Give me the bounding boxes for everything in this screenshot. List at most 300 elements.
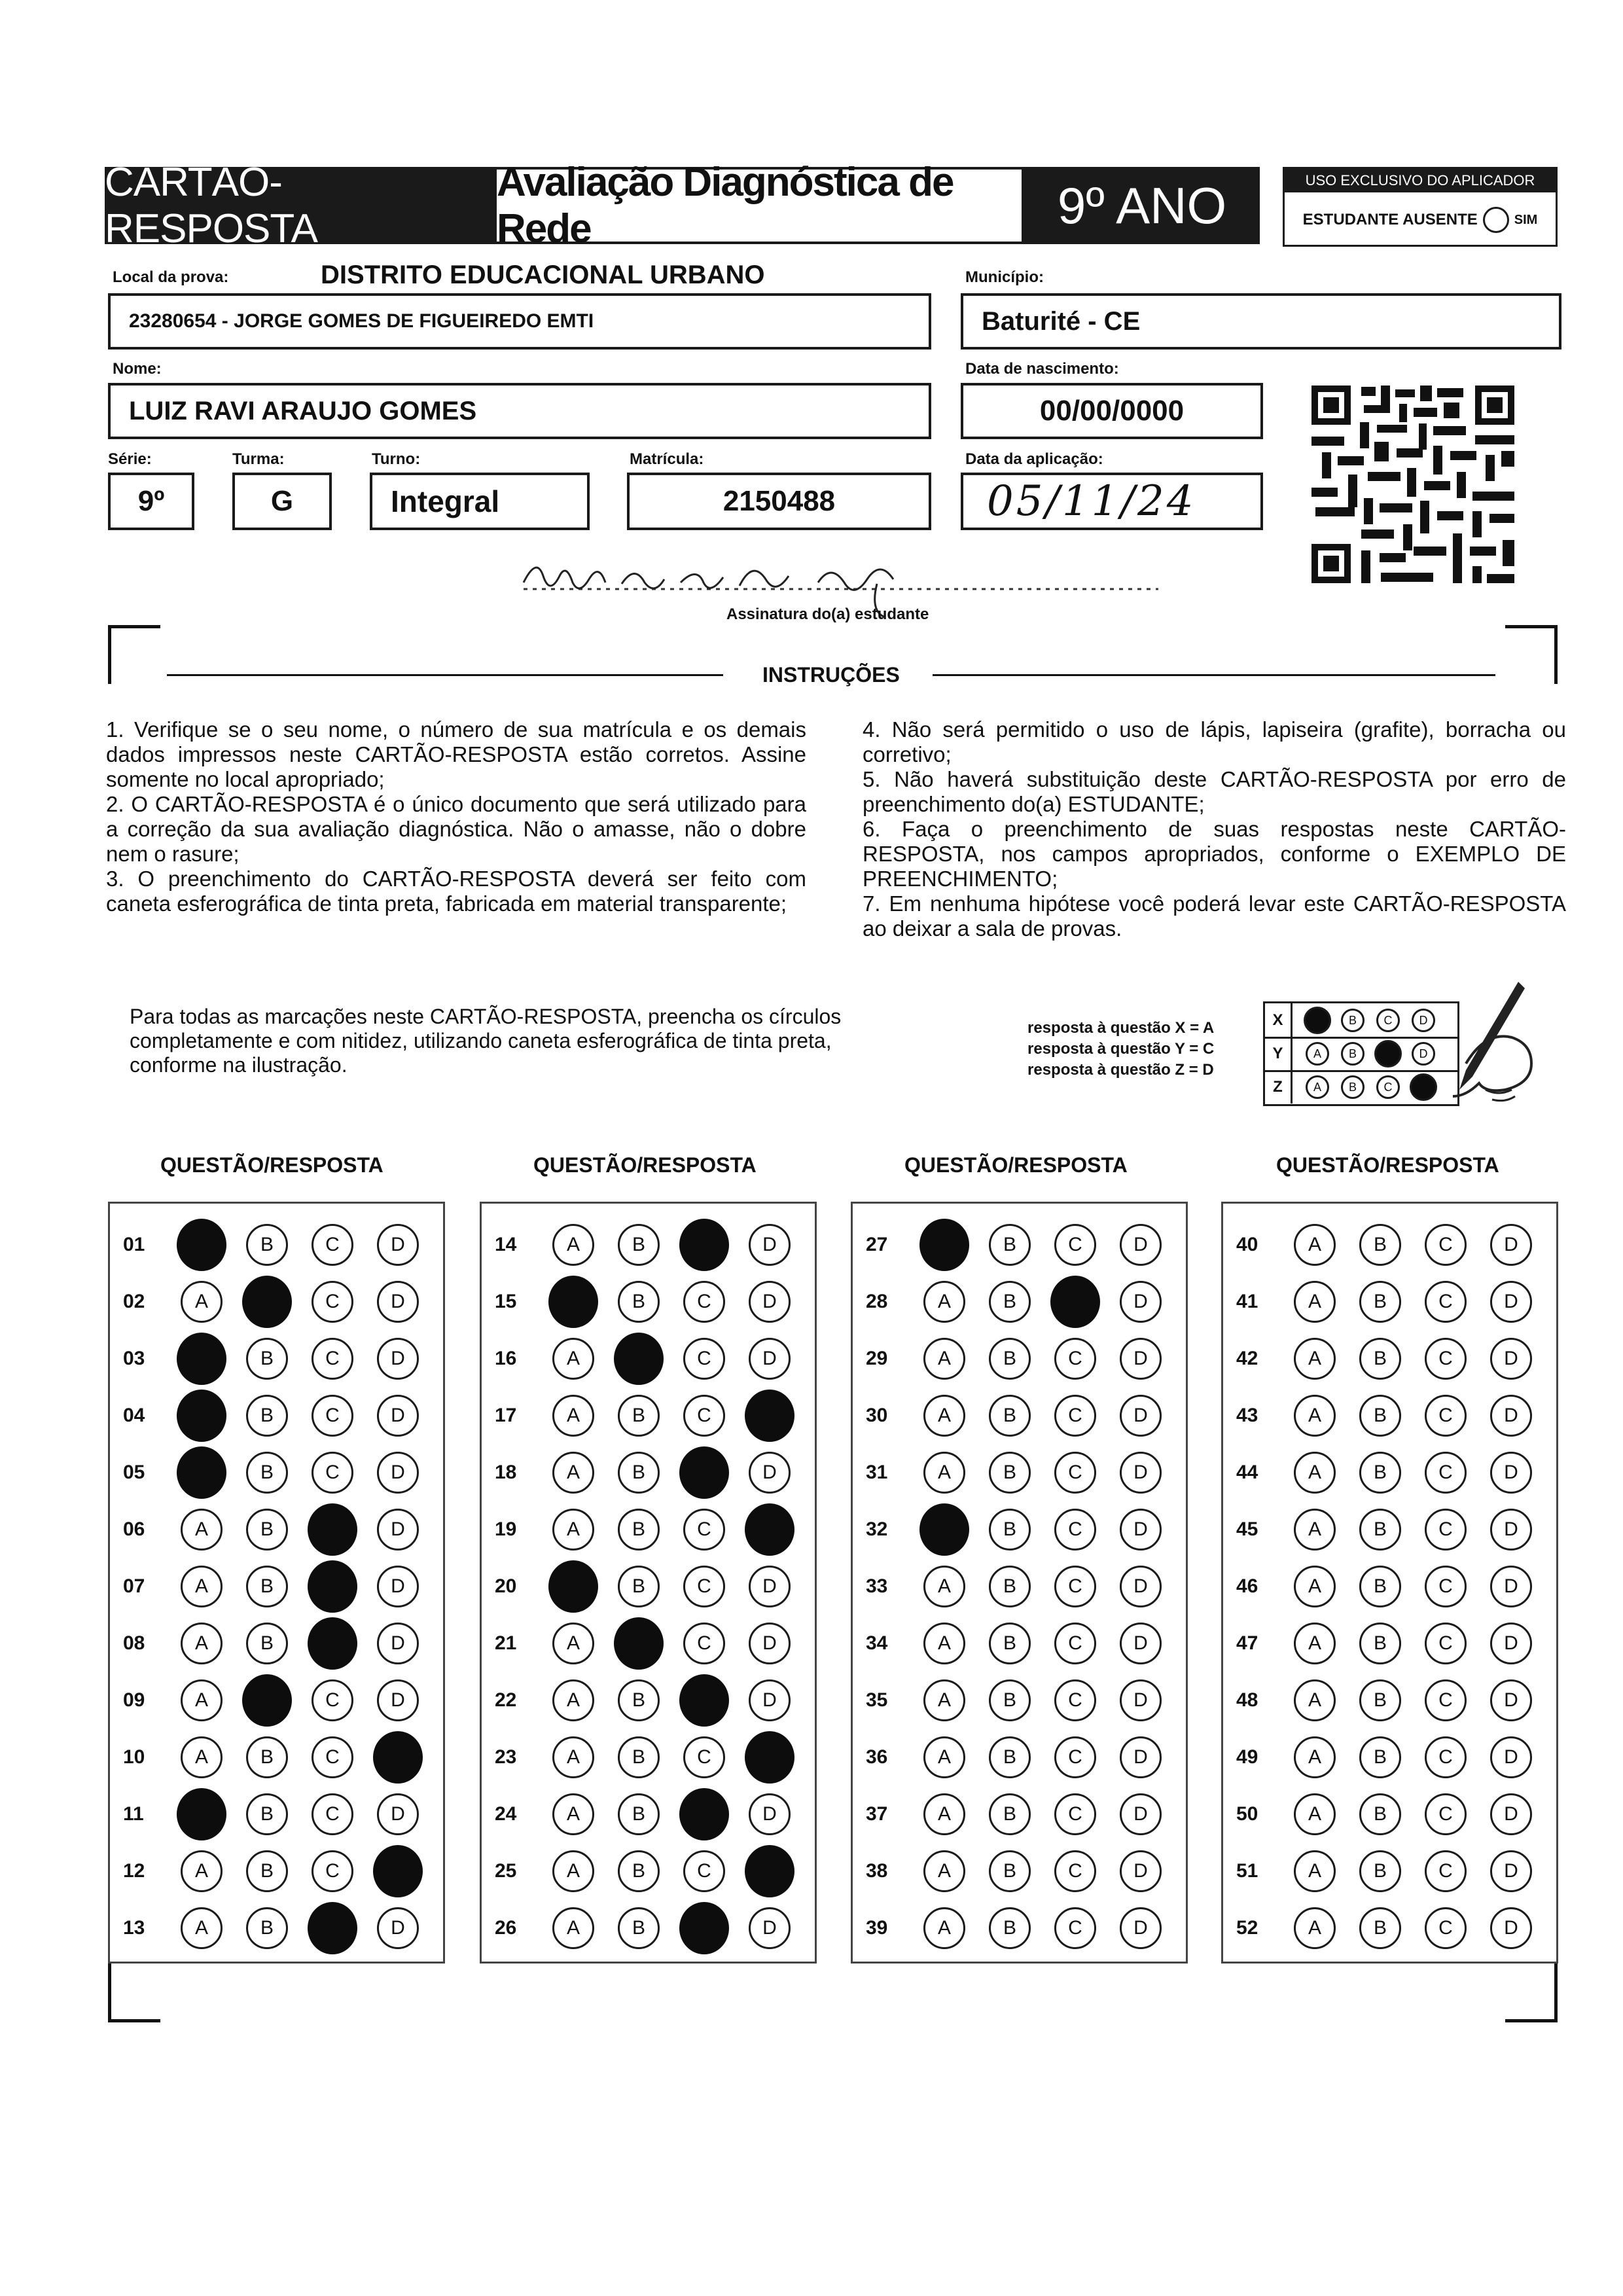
answer-bubble-20-d[interactable]: D xyxy=(749,1566,791,1607)
question-number: 46 xyxy=(1236,1575,1258,1597)
answer-bubble-34-c[interactable]: C xyxy=(1054,1623,1096,1664)
legend-z: resposta à questão Z = D xyxy=(1027,1061,1214,1079)
answer-bubble-04-a[interactable] xyxy=(177,1390,226,1442)
answer-bubble-28-b[interactable]: B xyxy=(989,1281,1031,1323)
answer-bubble-25-c[interactable]: C xyxy=(683,1850,725,1892)
answer-bubble-19-b[interactable]: B xyxy=(618,1509,660,1551)
answer-bubble-24-a[interactable]: A xyxy=(552,1793,594,1835)
answer-bubble-51-d[interactable]: D xyxy=(1490,1850,1532,1892)
aplicador-box xyxy=(1283,167,1558,247)
answer-bubble-23-c[interactable]: C xyxy=(683,1736,725,1778)
answer-bubble-42-c[interactable]: C xyxy=(1425,1338,1467,1380)
serie-field: 9º xyxy=(108,473,194,530)
absent-row xyxy=(1285,194,1556,246)
answer-bubble-47-a[interactable]: A xyxy=(1294,1623,1336,1664)
question-number: 23 xyxy=(495,1746,517,1768)
question-number: 08 xyxy=(123,1632,145,1654)
answer-bubble-49-b[interactable]: B xyxy=(1359,1736,1401,1778)
answer-bubble-24-c[interactable] xyxy=(679,1788,729,1840)
answer-bubble-08-c[interactable] xyxy=(308,1617,357,1670)
answer-bubble-19-a[interactable]: A xyxy=(552,1509,594,1551)
example-bubble-x-c: C xyxy=(1376,1009,1400,1032)
answer-bubble-40-d[interactable]: D xyxy=(1490,1224,1532,1266)
answer-panel-4 xyxy=(1221,1202,1558,1964)
answer-bubble-28-d[interactable]: D xyxy=(1120,1281,1162,1323)
signature-handwritten xyxy=(510,563,1165,602)
corner-mark-top-right xyxy=(1505,625,1558,684)
local-label: Local da prova: xyxy=(113,268,229,286)
answer-bubble-46-c[interactable]: C xyxy=(1425,1566,1467,1607)
answer-bubble-32-b[interactable]: B xyxy=(989,1509,1031,1551)
question-number: 31 xyxy=(866,1462,888,1483)
answer-bubble-03-d[interactable]: D xyxy=(377,1338,419,1380)
answer-bubble-32-a[interactable] xyxy=(919,1503,969,1556)
answer-bubble-45-a[interactable]: A xyxy=(1294,1509,1336,1551)
answer-bubble-10-d[interactable] xyxy=(373,1731,423,1784)
answer-bubble-31-a[interactable]: A xyxy=(923,1452,965,1494)
answer-bubble-48-d[interactable]: D xyxy=(1490,1679,1532,1721)
answer-bubble-26-d[interactable]: D xyxy=(749,1907,791,1949)
instruction-item: 1. Verifique se o seu nome, o número de sua matrícula e os demais dados impressos neste CARTÃO-RESPOSTA estão corretos. Assine somente no local apropriado; xyxy=(106,717,806,791)
question-number: 20 xyxy=(495,1575,517,1597)
turma-label: Turma: xyxy=(232,450,285,468)
question-number: 05 xyxy=(123,1462,145,1483)
answer-bubble-27-a[interactable] xyxy=(919,1219,969,1271)
question-number: 29 xyxy=(866,1348,888,1369)
answer-bubble-30-d[interactable]: D xyxy=(1120,1395,1162,1437)
question-number: 01 xyxy=(123,1234,145,1255)
answer-bubble-38-b[interactable]: B xyxy=(989,1850,1031,1892)
answer-bubble-04-c[interactable]: C xyxy=(312,1395,353,1437)
turno-field: Integral xyxy=(370,473,590,530)
example-bubble-y-c xyxy=(1374,1040,1402,1067)
answer-bubble-17-b[interactable]: B xyxy=(618,1395,660,1437)
answer-bubble-47-d[interactable]: D xyxy=(1490,1623,1532,1664)
answer-bubble-22-d[interactable]: D xyxy=(749,1679,791,1721)
answer-bubble-18-c[interactable] xyxy=(679,1446,729,1499)
question-number: 28 xyxy=(866,1291,888,1312)
answer-bubble-45-d[interactable]: D xyxy=(1490,1509,1532,1551)
answer-bubble-29-a[interactable]: A xyxy=(923,1338,965,1380)
answer-bubble-07-d[interactable]: D xyxy=(377,1566,419,1607)
answer-bubble-43-a[interactable]: A xyxy=(1294,1395,1336,1437)
answer-bubble-06-c[interactable] xyxy=(308,1503,357,1556)
nome-field: LUIZ RAVI ARAUJO GOMES xyxy=(108,383,931,439)
answer-bubble-08-b[interactable]: B xyxy=(246,1623,288,1664)
qr-code xyxy=(1309,383,1517,586)
answer-bubble-17-a[interactable]: A xyxy=(552,1395,594,1437)
answer-bubble-31-d[interactable]: D xyxy=(1120,1452,1162,1494)
answer-bubble-05-a[interactable] xyxy=(177,1446,226,1499)
aplicacao-field[interactable] xyxy=(961,473,1263,530)
answer-bubble-12-c[interactable]: C xyxy=(312,1850,353,1892)
example-legend xyxy=(1027,1018,1214,1081)
example-bubble-z-a: A xyxy=(1306,1075,1329,1099)
nascimento-field: 00/00/0000 xyxy=(961,383,1263,439)
example-bubble-x-b: B xyxy=(1341,1009,1364,1032)
answer-bubble-11-c[interactable]: C xyxy=(312,1793,353,1835)
answer-bubble-10-a[interactable]: A xyxy=(181,1736,223,1778)
answer-bubble-22-a[interactable]: A xyxy=(552,1679,594,1721)
answer-bubble-47-c[interactable]: C xyxy=(1425,1623,1467,1664)
answer-bubble-16-a[interactable]: A xyxy=(552,1338,594,1380)
answer-bubble-37-c[interactable]: C xyxy=(1054,1793,1096,1835)
answer-bubble-02-c[interactable]: C xyxy=(312,1281,353,1323)
answer-bubble-32-c[interactable]: C xyxy=(1054,1509,1096,1551)
answer-bubble-09-c[interactable]: C xyxy=(312,1679,353,1721)
answer-bubble-34-b[interactable]: B xyxy=(989,1623,1031,1664)
question-number: 11 xyxy=(123,1803,144,1825)
answer-bubble-07-a[interactable]: A xyxy=(181,1566,223,1607)
answer-bubble-23-d[interactable] xyxy=(745,1731,794,1784)
answer-bubble-50-b[interactable]: B xyxy=(1359,1793,1401,1835)
question-number: 44 xyxy=(1236,1462,1258,1483)
answer-bubble-33-b[interactable]: B xyxy=(989,1566,1031,1607)
answer-bubble-30-c[interactable]: C xyxy=(1054,1395,1096,1437)
absent-label: ESTUDANTE AUSENTE xyxy=(1302,211,1478,228)
answer-bubble-19-c[interactable]: C xyxy=(683,1509,725,1551)
answer-bubble-09-d[interactable]: D xyxy=(377,1679,419,1721)
answer-bubble-49-c[interactable]: C xyxy=(1425,1736,1467,1778)
aplicacao-label: Data da aplicação: xyxy=(965,450,1103,468)
question-number: 40 xyxy=(1236,1234,1258,1255)
answer-bubble-11-a[interactable] xyxy=(177,1788,226,1840)
answer-bubble-21-d[interactable]: D xyxy=(749,1623,791,1664)
instruction-item: 3. O preenchimento do CARTÃO-RESPOSTA deverá ser feito com caneta esferográfica de tinta preta, fabricada em material transparente; xyxy=(106,867,806,916)
question-number: 18 xyxy=(495,1462,517,1483)
answer-bubble-27-d[interactable]: D xyxy=(1120,1224,1162,1266)
example-grid xyxy=(1263,1001,1459,1106)
answer-bubble-43-b[interactable]: B xyxy=(1359,1395,1401,1437)
answer-bubble-36-b[interactable]: B xyxy=(989,1736,1031,1778)
answer-bubble-37-a[interactable]: A xyxy=(923,1793,965,1835)
answer-bubble-16-c[interactable]: C xyxy=(683,1338,725,1380)
answer-bubble-07-c[interactable] xyxy=(308,1560,357,1613)
answer-bubble-39-a[interactable]: A xyxy=(923,1907,965,1949)
question-number: 10 xyxy=(123,1746,145,1768)
answer-bubble-15-c[interactable]: C xyxy=(683,1281,725,1323)
answer-panel-1 xyxy=(108,1202,445,1964)
answer-bubble-49-d[interactable]: D xyxy=(1490,1736,1532,1778)
answer-bubble-32-d[interactable]: D xyxy=(1120,1509,1162,1551)
answer-bubble-38-a[interactable]: A xyxy=(923,1850,965,1892)
answer-bubble-37-d[interactable]: D xyxy=(1120,1793,1162,1835)
answer-bubble-02-a[interactable]: A xyxy=(181,1281,223,1323)
question-number: 39 xyxy=(866,1917,888,1939)
answer-bubble-44-c[interactable]: C xyxy=(1425,1452,1467,1494)
answer-bubble-10-b[interactable]: B xyxy=(246,1736,288,1778)
instruction-item: 5. Não haverá substituição deste CARTÃO-RESPOSTA por erro de preenchimento do(a) ESTUDANTE; xyxy=(863,767,1566,816)
answer-bubble-13-c[interactable] xyxy=(308,1902,357,1954)
answer-bubble-11-d[interactable]: D xyxy=(377,1793,419,1835)
example-row-label: Y xyxy=(1265,1037,1293,1070)
answer-bubble-29-d[interactable]: D xyxy=(1120,1338,1162,1380)
answer-bubble-09-a[interactable]: A xyxy=(181,1679,223,1721)
answer-bubble-07-b[interactable]: B xyxy=(246,1566,288,1607)
question-number: 03 xyxy=(123,1348,145,1369)
answer-bubble-49-a[interactable]: A xyxy=(1294,1736,1336,1778)
answer-bubble-29-c[interactable]: C xyxy=(1054,1338,1096,1380)
answer-bubble-25-a[interactable]: A xyxy=(552,1850,594,1892)
answer-bubble-06-b[interactable]: B xyxy=(246,1509,288,1551)
question-number: 38 xyxy=(866,1860,888,1882)
grade-title: 9º ANO xyxy=(1024,167,1260,244)
answer-bubble-44-d[interactable]: D xyxy=(1490,1452,1532,1494)
answer-bubble-52-d[interactable]: D xyxy=(1490,1907,1532,1949)
answer-bubble-13-d[interactable]: D xyxy=(377,1907,419,1949)
answer-bubble-12-b[interactable]: B xyxy=(246,1850,288,1892)
answer-bubble-06-a[interactable]: A xyxy=(181,1509,223,1551)
answer-bubble-41-a[interactable]: A xyxy=(1294,1281,1336,1323)
answer-bubble-52-b[interactable]: B xyxy=(1359,1907,1401,1949)
answer-bubble-35-c[interactable]: C xyxy=(1054,1679,1096,1721)
answer-bubble-04-d[interactable]: D xyxy=(377,1395,419,1437)
answer-bubble-27-c[interactable]: C xyxy=(1054,1224,1096,1266)
answer-bubble-52-c[interactable]: C xyxy=(1425,1907,1467,1949)
question-number: 43 xyxy=(1236,1405,1258,1426)
answer-bubble-33-d[interactable]: D xyxy=(1120,1566,1162,1607)
example-bubble-z-c: C xyxy=(1376,1075,1400,1099)
answer-bubble-13-a[interactable]: A xyxy=(181,1907,223,1949)
answer-bubble-24-d[interactable]: D xyxy=(749,1793,791,1835)
question-number: 21 xyxy=(495,1632,517,1654)
example-bubble-z-b: B xyxy=(1341,1075,1364,1099)
municipio-field: Baturité - CE xyxy=(961,293,1561,350)
instruction-item: 4. Não será permitido o uso de lápis, lapiseira (grafite), borracha ou corretivo; xyxy=(863,717,1566,766)
question-number: 52 xyxy=(1236,1917,1258,1939)
question-number: 33 xyxy=(866,1575,888,1597)
answer-bubble-50-d[interactable]: D xyxy=(1490,1793,1532,1835)
example-row-label: X xyxy=(1265,1003,1293,1037)
answer-bubble-46-b[interactable]: B xyxy=(1359,1566,1401,1607)
answer-bubble-35-a[interactable]: A xyxy=(923,1679,965,1721)
answer-bubble-20-b[interactable]: B xyxy=(618,1566,660,1607)
answer-bubble-35-b[interactable]: B xyxy=(989,1679,1031,1721)
divider-right xyxy=(933,674,1495,676)
answer-bubble-08-a[interactable]: A xyxy=(181,1623,223,1664)
corner-mark-top-left xyxy=(108,625,160,684)
question-number: 34 xyxy=(866,1632,888,1654)
answer-bubble-40-c[interactable]: C xyxy=(1425,1224,1467,1266)
answer-bubble-08-d[interactable]: D xyxy=(377,1623,419,1664)
answer-bubble-04-b[interactable]: B xyxy=(246,1395,288,1437)
answer-bubble-23-a[interactable]: A xyxy=(552,1736,594,1778)
answer-bubble-05-c[interactable]: C xyxy=(312,1452,353,1494)
answer-bubble-34-a[interactable]: A xyxy=(923,1623,965,1664)
answer-bubble-02-d[interactable]: D xyxy=(377,1281,419,1323)
answer-bubble-31-c[interactable]: C xyxy=(1054,1452,1096,1494)
answer-bubble-14-d[interactable]: D xyxy=(749,1224,791,1266)
answer-bubble-50-a[interactable]: A xyxy=(1294,1793,1336,1835)
answer-bubble-41-d[interactable]: D xyxy=(1490,1281,1532,1323)
answer-bubble-14-a[interactable]: A xyxy=(552,1224,594,1266)
answer-bubble-21-a[interactable]: A xyxy=(552,1623,594,1664)
example-text: Para todas as marcações neste CARTÃO-RESPOSTA, preencha os círculos completamente e com nitidez, utilizando caneta esferográfica de tinta preta, conforme na ilustração. xyxy=(130,1005,842,1077)
answer-bubble-03-b[interactable]: B xyxy=(246,1338,288,1380)
answer-bubble-19-d[interactable] xyxy=(745,1503,794,1556)
answer-bubble-20-c[interactable]: C xyxy=(683,1566,725,1607)
answer-bubble-28-a[interactable]: A xyxy=(923,1281,965,1323)
question-number: 48 xyxy=(1236,1689,1258,1711)
answer-bubble-16-b[interactable] xyxy=(614,1333,664,1385)
matricula-label: Matrícula: xyxy=(630,450,704,468)
answer-bubble-36-a[interactable]: A xyxy=(923,1736,965,1778)
answer-bubble-16-d[interactable]: D xyxy=(749,1338,791,1380)
answer-bubble-40-b[interactable]: B xyxy=(1359,1224,1401,1266)
answers-header-2: QUESTÃO/RESPOSTA xyxy=(533,1153,757,1177)
turma-field: G xyxy=(232,473,332,530)
answer-bubble-03-c[interactable]: C xyxy=(312,1338,353,1380)
answer-bubble-37-b[interactable]: B xyxy=(989,1793,1031,1835)
answer-bubble-51-b[interactable]: B xyxy=(1359,1850,1401,1892)
answer-bubble-14-c[interactable] xyxy=(679,1219,729,1271)
answer-bubble-41-b[interactable]: B xyxy=(1359,1281,1401,1323)
answer-bubble-26-c[interactable] xyxy=(679,1902,729,1954)
answer-bubble-21-c[interactable]: C xyxy=(683,1623,725,1664)
answer-bubble-28-c[interactable] xyxy=(1050,1276,1100,1328)
instructions-left xyxy=(106,717,806,916)
answer-bubble-01-a[interactable] xyxy=(177,1219,226,1271)
corner-mark-bottom-right xyxy=(1505,1964,1558,2022)
example-bubble-y-a: A xyxy=(1306,1042,1329,1066)
question-number: 12 xyxy=(123,1860,145,1882)
answer-bubble-05-d[interactable]: D xyxy=(377,1452,419,1494)
answer-bubble-34-d[interactable]: D xyxy=(1120,1623,1162,1664)
question-number: 02 xyxy=(123,1291,145,1312)
answer-bubble-15-d[interactable]: D xyxy=(749,1281,791,1323)
answer-bubble-51-a[interactable]: A xyxy=(1294,1850,1336,1892)
answer-bubble-26-a[interactable]: A xyxy=(552,1907,594,1949)
answer-bubble-45-b[interactable]: B xyxy=(1359,1509,1401,1551)
question-number: 32 xyxy=(866,1518,888,1540)
question-number: 22 xyxy=(495,1689,517,1711)
answer-bubble-21-b[interactable] xyxy=(614,1617,664,1670)
answer-bubble-46-a[interactable]: A xyxy=(1294,1566,1336,1607)
answer-bubble-39-b[interactable]: B xyxy=(989,1907,1031,1949)
example-row-divider xyxy=(1265,1070,1457,1072)
answer-bubble-31-b[interactable]: B xyxy=(989,1452,1031,1494)
answer-bubble-39-d[interactable]: D xyxy=(1120,1907,1162,1949)
answer-bubble-42-d[interactable]: D xyxy=(1490,1338,1532,1380)
answer-bubble-18-b[interactable]: B xyxy=(618,1452,660,1494)
answer-bubble-38-d[interactable]: D xyxy=(1120,1850,1162,1892)
answer-bubble-23-b[interactable]: B xyxy=(618,1736,660,1778)
answer-bubble-27-b[interactable]: B xyxy=(989,1224,1031,1266)
question-number: 04 xyxy=(123,1405,145,1426)
answer-bubble-50-c[interactable]: C xyxy=(1425,1793,1467,1835)
answer-bubble-13-b[interactable]: B xyxy=(246,1907,288,1949)
answer-bubble-36-c[interactable]: C xyxy=(1054,1736,1096,1778)
answer-bubble-52-a[interactable]: A xyxy=(1294,1907,1336,1949)
serie-label: Série: xyxy=(108,450,152,468)
answer-bubble-47-b[interactable]: B xyxy=(1359,1623,1401,1664)
answer-bubble-14-b[interactable]: B xyxy=(618,1224,660,1266)
card-title: CARTÃO-RESPOSTA xyxy=(105,167,494,244)
answer-bubble-40-a[interactable]: A xyxy=(1294,1224,1336,1266)
divider-left xyxy=(167,674,723,676)
answer-bubble-33-a[interactable]: A xyxy=(923,1566,965,1607)
nome-label: Nome: xyxy=(113,360,162,378)
question-number: 27 xyxy=(866,1234,888,1255)
answer-bubble-48-a[interactable]: A xyxy=(1294,1679,1336,1721)
answer-bubble-25-b[interactable]: B xyxy=(618,1850,660,1892)
answer-bubble-22-b[interactable]: B xyxy=(618,1679,660,1721)
answer-bubble-01-d[interactable]: D xyxy=(377,1224,419,1266)
answer-bubble-39-c[interactable]: C xyxy=(1054,1907,1096,1949)
answer-bubble-48-c[interactable]: C xyxy=(1425,1679,1467,1721)
answer-bubble-42-b[interactable]: B xyxy=(1359,1338,1401,1380)
answer-bubble-26-b[interactable]: B xyxy=(618,1907,660,1949)
answer-bubble-29-b[interactable]: B xyxy=(989,1338,1031,1380)
answer-bubble-15-b[interactable]: B xyxy=(618,1281,660,1323)
answer-bubble-41-c[interactable]: C xyxy=(1425,1281,1467,1323)
answers-header-4: QUESTÃO/RESPOSTA xyxy=(1276,1153,1499,1177)
answer-bubble-45-c[interactable]: C xyxy=(1425,1509,1467,1551)
answer-bubble-15-a[interactable] xyxy=(548,1276,598,1328)
example-row-label: Z xyxy=(1265,1070,1293,1103)
answer-bubble-18-a[interactable]: A xyxy=(552,1452,594,1494)
instruction-item: 2. O CARTÃO-RESPOSTA é o único documento que será utilizado para a correção da sua avaliação diagnóstica. Não o amasse, não o dobre nem o rasure; xyxy=(106,792,806,866)
example-bubble-y-b: B xyxy=(1341,1042,1364,1066)
question-number: 47 xyxy=(1236,1632,1258,1654)
instruction-item: 7. Em nenhuma hipótese você poderá levar este CARTÃO-RESPOSTA ao deixar a sala de provas. xyxy=(863,891,1566,941)
answer-bubble-35-d[interactable]: D xyxy=(1120,1679,1162,1721)
answer-bubble-11-b[interactable]: B xyxy=(246,1793,288,1835)
answer-bubble-33-c[interactable]: C xyxy=(1054,1566,1096,1607)
answer-bubble-17-c[interactable]: C xyxy=(683,1395,725,1437)
answer-bubble-12-d[interactable] xyxy=(373,1845,423,1897)
answer-bubble-24-b[interactable]: B xyxy=(618,1793,660,1835)
question-number: 41 xyxy=(1236,1291,1258,1312)
answer-bubble-12-a[interactable]: A xyxy=(181,1850,223,1892)
answer-bubble-06-d[interactable]: D xyxy=(377,1509,419,1551)
answer-bubble-44-a[interactable]: A xyxy=(1294,1452,1336,1494)
answer-bubble-01-b[interactable]: B xyxy=(246,1224,288,1266)
answer-bubble-36-d[interactable]: D xyxy=(1120,1736,1162,1778)
answer-bubble-38-c[interactable]: C xyxy=(1054,1850,1096,1892)
absent-bubble[interactable] xyxy=(1483,207,1509,233)
question-number: 07 xyxy=(123,1575,145,1597)
answer-bubble-20-a[interactable] xyxy=(548,1560,598,1613)
answer-bubble-03-a[interactable] xyxy=(177,1333,226,1385)
answer-bubble-44-b[interactable]: B xyxy=(1359,1452,1401,1494)
answer-bubble-30-a[interactable]: A xyxy=(923,1395,965,1437)
answer-bubble-43-c[interactable]: C xyxy=(1425,1395,1467,1437)
school-field: 23280654 - JORGE GOMES DE FIGUEIREDO EMTI xyxy=(108,293,931,350)
answer-bubble-05-b[interactable]: B xyxy=(246,1452,288,1494)
question-number: 36 xyxy=(866,1746,888,1768)
answer-bubble-25-d[interactable] xyxy=(745,1845,794,1897)
local-value: DISTRITO EDUCACIONAL URBANO xyxy=(321,260,765,289)
answer-bubble-18-d[interactable]: D xyxy=(749,1452,791,1494)
answer-bubble-17-d[interactable] xyxy=(745,1390,794,1442)
answer-panel-2 xyxy=(480,1202,817,1964)
answer-bubble-01-c[interactable]: C xyxy=(312,1224,353,1266)
corner-mark-bottom-left xyxy=(108,1964,160,2022)
answer-bubble-51-c[interactable]: C xyxy=(1425,1850,1467,1892)
answer-bubble-02-b[interactable] xyxy=(242,1276,292,1328)
answer-bubble-46-d[interactable]: D xyxy=(1490,1566,1532,1607)
answer-bubble-30-b[interactable]: B xyxy=(989,1395,1031,1437)
answer-bubble-48-b[interactable]: B xyxy=(1359,1679,1401,1721)
answer-bubble-22-c[interactable] xyxy=(679,1674,729,1727)
answer-bubble-43-d[interactable]: D xyxy=(1490,1395,1532,1437)
question-number: 16 xyxy=(495,1348,517,1369)
answer-bubble-10-c[interactable]: C xyxy=(312,1736,353,1778)
answer-bubble-09-b[interactable] xyxy=(242,1674,292,1727)
answer-bubble-42-a[interactable]: A xyxy=(1294,1338,1336,1380)
question-number: 14 xyxy=(495,1234,517,1255)
